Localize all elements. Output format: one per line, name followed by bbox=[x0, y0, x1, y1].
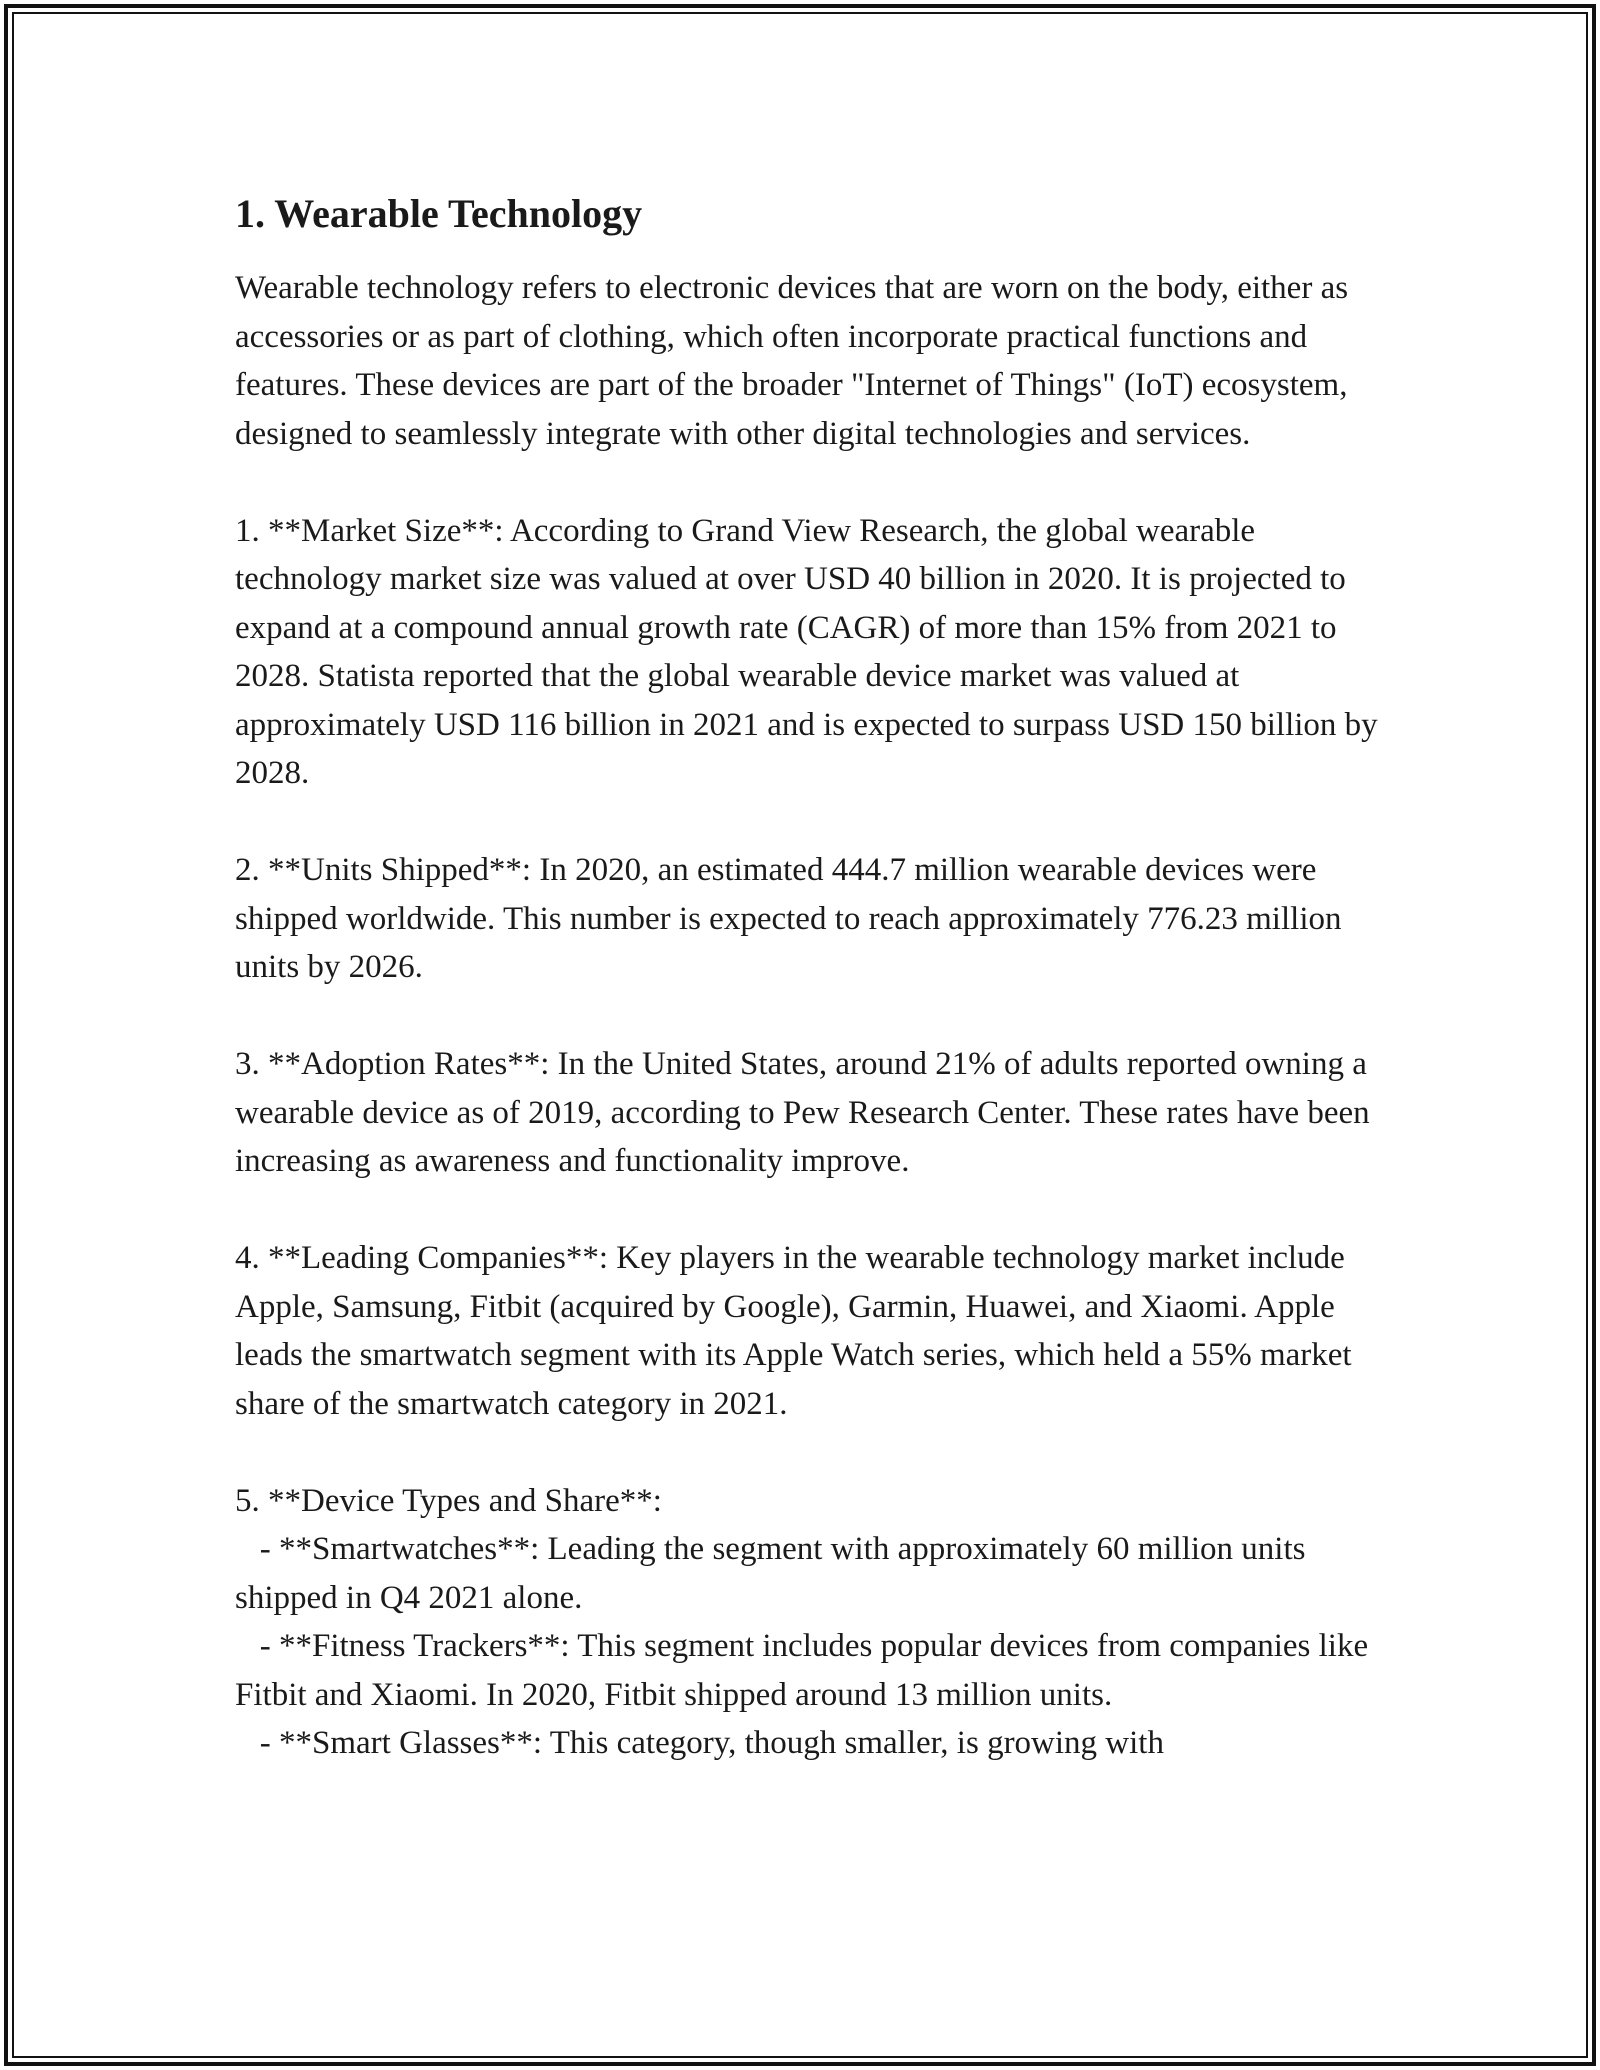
page-title: 1. Wearable Technology bbox=[235, 191, 643, 236]
document-body bbox=[235, 186, 1385, 1768]
paragraph-spacer bbox=[235, 1428, 1385, 1477]
paragraph-spacer bbox=[235, 992, 1385, 1041]
paragraph-spacer bbox=[235, 798, 1385, 847]
list-item-adoption-rates: 3. **Adoption Rates**: In the United States, around 21% of adults reported owning a wearable device as of 2019, according to Pew Research Center. These rates have been increasing as awareness and functionality improve. bbox=[235, 1046, 1378, 1179]
list-item-device-types-heading: 5. **Device Types and Share**: bbox=[235, 1482, 662, 1519]
sub-item-smart-glasses: - **Smart Glasses**: This category, though smaller, is growing with bbox=[235, 1725, 1164, 1761]
paragraph-spacer bbox=[235, 1186, 1385, 1235]
intro-paragraph: Wearable technology refers to electronic devices that are worn on the body, either as accessories or as part of clothing, which often incorporate practical functions and features. These devices are part of the broader "Internet of Things" (IoT) ecosystem, designed to seamlessly integrate with other digital technologies and services. bbox=[235, 270, 1357, 452]
list-item-leading-companies: 4. **Leading Companies**: Key players in the wearable technology market include Apple, Samsung, Fitbit (acquired by Google), Garmin, Huawei, and Xiaomi. Apple leads the smartwatch segment with its Apple Watch series, which held a 55% market share of the smartwatch category in 2021. bbox=[235, 1240, 1360, 1422]
sub-item-smartwatches: - **Smartwatches**: Leading the segment with approximately 60 million units shipped in Q4 2021 alone. bbox=[235, 1531, 1314, 1616]
sub-item-fitness-trackers: - **Fitness Trackers**: This segment includes popular devices from companies like Fitbit and Xiaomi. In 2020, Fitbit shipped around 13 million units. bbox=[235, 1628, 1377, 1713]
list-item-units-shipped: 2. **Units Shipped**: In 2020, an estimated 444.7 million wearable devices were shipped worldwide. This number is expected to reach approximately 776.23 million units by 2026. bbox=[235, 852, 1350, 985]
paragraph-spacer bbox=[235, 458, 1385, 507]
list-item-market-size: 1. **Market Size**: According to Grand View Research, the global wearable technology market size was valued at over USD 40 billion in 2020. It is projected to expand at a compound annual growth rate (CAGR) of more than 15% from 2021 to 2028. Statista reported that the global wearable device market was valued at approximately USD 116 billion in 2021 and is expected to surpass USD 150 billion by 2028. bbox=[235, 512, 1386, 791]
